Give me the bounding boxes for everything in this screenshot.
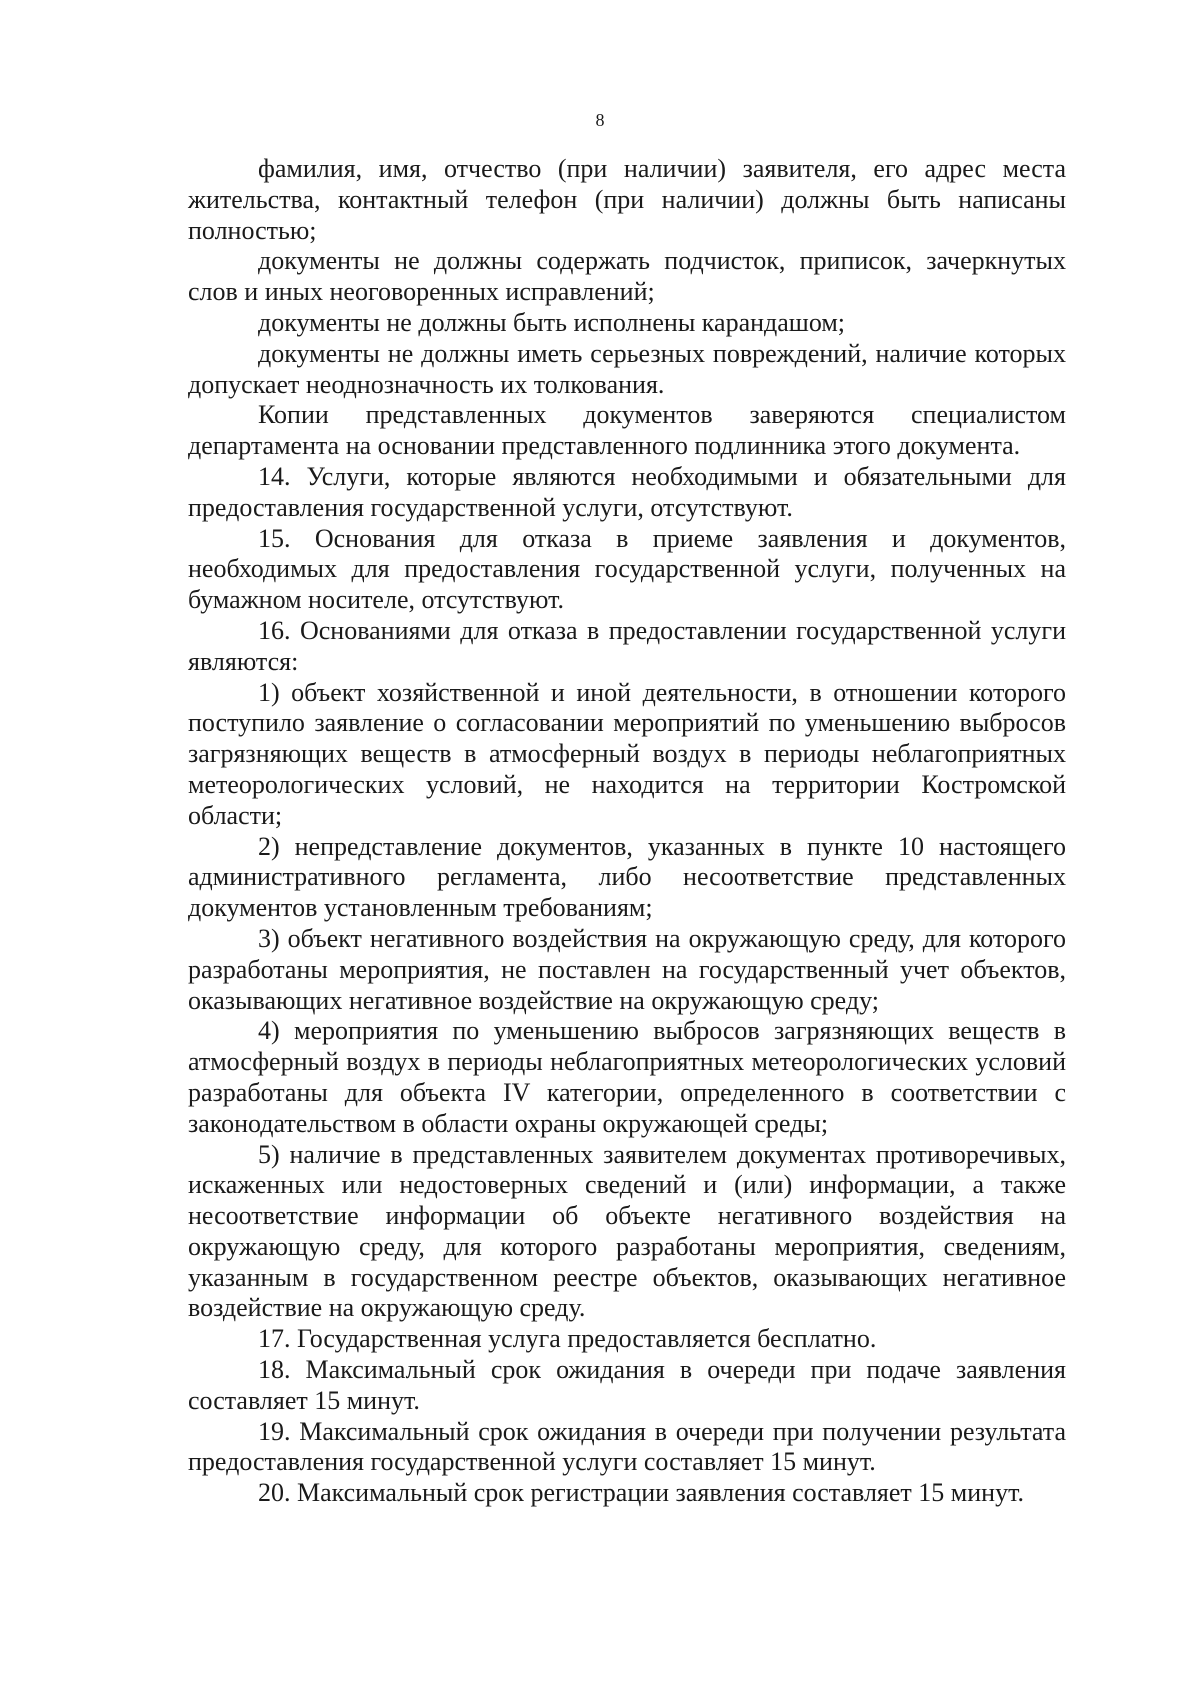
list-item-refusal-2: 2) непредставление документов, указанных в пункте 10 настоящего административного регламента, либо несоответствие представленных документов установленным требованиям; — [188, 831, 1066, 923]
paragraph-requirements-no-erasures: документы не должны содержать подчисток, приписок, зачеркнутых слов и иных неоговоренных исправлений; — [188, 246, 1066, 307]
paragraph-clause-16: 16. Основаниями для отказа в предоставлении государственной услуги являются: — [188, 615, 1066, 676]
paragraph-clause-17: 17. Государственная услуга предоставляется бесплатно. — [258, 1324, 877, 1354]
paragraph-requirements-no-damage: документы не должны иметь серьезных повреждений, наличие которых допускает неоднозначность их толкования. — [188, 338, 1066, 399]
paragraph-clause-19: 19. Максимальный срок ожидания в очереди при получении результата предоставления государственной услуги составляет 15 минут. — [188, 1416, 1066, 1477]
list-item-refusal-5: 5) наличие в представленных заявителем документах противоречивых, искаженных или недостоверных сведений и (или) информации, а также несоответствие информации об объекте негативного воздействия на окружающую среду, для которого разработаны мероприятия, сведениям, указанным в государственном реестре объектов, оказывающих негативное воздействие на окружающую среду. — [188, 1139, 1066, 1323]
list-item-refusal-1: 1) объект хозяйственной и иной деятельности, в отношении которого поступило заявление о согласовании мероприятий по уменьшению выбросов загрязняющих веществ в атмосферный воздух в периоды неблагоприятных метеорологических условий, не находится на территории Костромской области; — [188, 677, 1066, 830]
paragraph-requirements-name: фамилия, имя, отчество (при наличии) заявителя, его адрес места жительства, контактный телефон (при наличии) должны быть написаны полностью; — [188, 154, 1066, 245]
paragraph-requirements-no-pencil: документы не должны быть исполнены карандашом; — [258, 307, 846, 337]
paragraph-copies-certification: Копии представленных документов заверяются специалистом департамента на основании представленного подлинника этого документа. — [188, 400, 1066, 461]
document-body — [188, 154, 1066, 1509]
page-number: 8 — [595, 110, 605, 130]
list-item-refusal-3: 3) объект негативного воздействия на окружающую среду, для которого разработаны мероприятия, не поставлен на государственный учет объектов, оказывающих негативное воздействие на окружающую среду; — [188, 923, 1066, 1015]
paragraph-clause-18: 18. Максимальный срок ожидания в очереди при подаче заявления составляет 15 минут. — [188, 1355, 1066, 1415]
paragraph-clause-20: 20. Максимальный срок регистрации заявления составляет 15 минут. — [258, 1478, 1024, 1508]
list-item-refusal-4: 4) мероприятия по уменьшению выбросов загрязняющих веществ в атмосферный воздух в периоды неблагоприятных метеорологических условий разработаны для объекта IV категории, определенного в соответствии с законодательством в области охраны окружающей среды; — [188, 1016, 1066, 1138]
paragraph-clause-14: 14. Услуги, которые являются необходимыми и обязательными для предоставления государственной услуги, отсутствуют. — [188, 461, 1066, 522]
paragraph-clause-15: 15. Основания для отказа в приеме заявления и документов, необходимых для предоставления государственной услуги, полученных на бумажном носителе, отсутствуют. — [188, 523, 1066, 615]
